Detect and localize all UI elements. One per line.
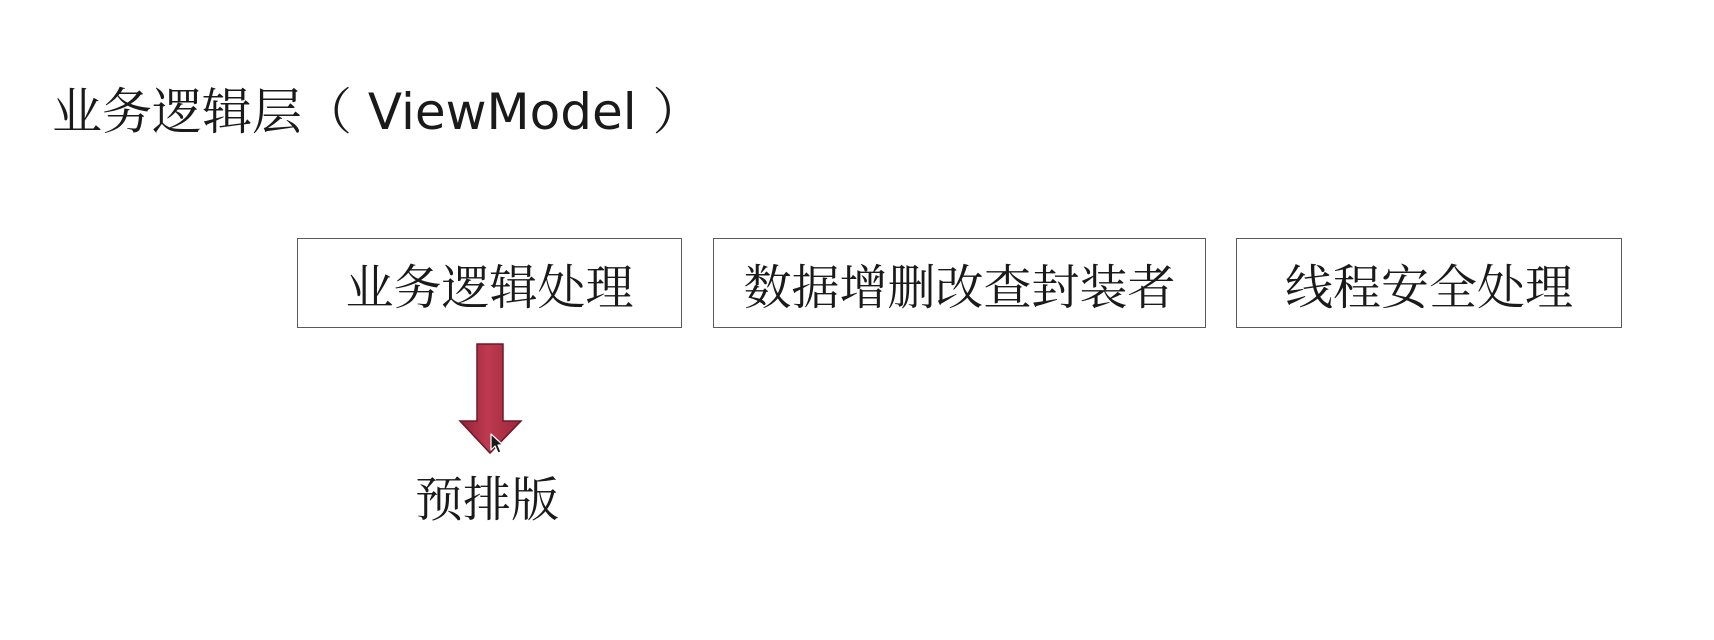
box-business-logic [297,238,682,328]
box-label: 业务逻辑处理 [345,259,634,316]
box-thread-safety [1236,238,1622,328]
box-data-crud-wrapper [713,238,1206,328]
box-label: 线程安全处理 [1284,259,1573,316]
mouse-pointer-icon [490,433,506,455]
box-label: 数据增删改查封装者 [743,259,1176,316]
slide-title: 业务逻辑层（ ViewModel ） [52,83,703,141]
arrow-label: 预排版 [415,472,560,528]
